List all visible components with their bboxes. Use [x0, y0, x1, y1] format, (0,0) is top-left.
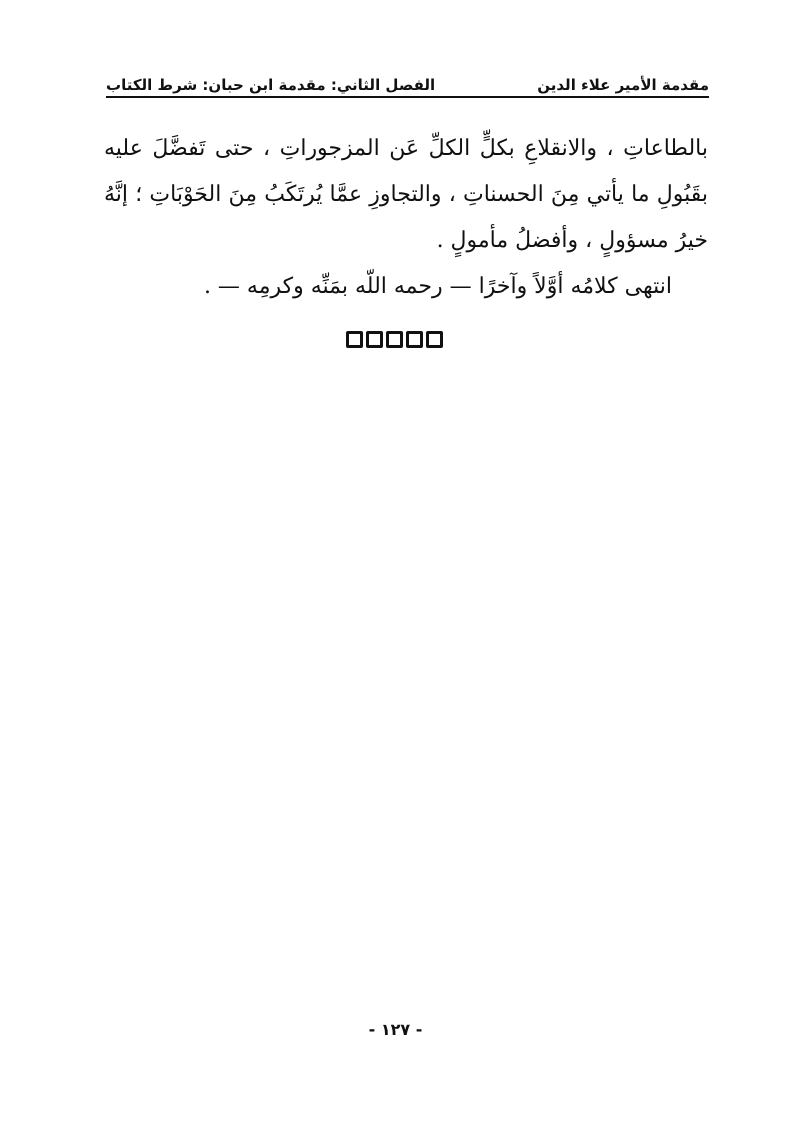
- square-ornament-icon: [406, 331, 423, 348]
- square-ornament-icon: [426, 331, 443, 348]
- header-chapter-title: الفصل الثاني: مقدمة ابن حبان: شرط الكتاب: [106, 76, 436, 94]
- square-ornament-icon: [366, 331, 383, 348]
- square-ornament-icon: [386, 331, 403, 348]
- main-text: [104, 126, 708, 310]
- running-header: [106, 64, 709, 94]
- paragraph-1: بالطاعاتِ ، والانقلاعِ بكلٍّ الكلِّ عَن المزجوراتِ ، حتى تَفضَّلَ عليه بقَبُولِ ما يأتي مِنَ الحسناتِ ، والتجاوزِ عمَّا يُرتَكَبُ مِنَ الحَوْبَاتِ ؛ إنَّهُ خيرُ مسؤولٍ ، وأفضلُ مأمولٍ .: [104, 136, 708, 253]
- paragraph-2: انتهى كلامُه أوَّلاً وآخرًا — رحمه اللّه بمَنِّه وكرمِه — .: [203, 274, 672, 299]
- header-rule: [106, 96, 709, 98]
- end-of-section-marks: [346, 331, 443, 351]
- page-number: - ١٢٧ -: [368, 1020, 423, 1039]
- header-book-title: مقدمة الأمير علاء الدين: [537, 76, 709, 94]
- square-ornament-icon: [346, 331, 363, 348]
